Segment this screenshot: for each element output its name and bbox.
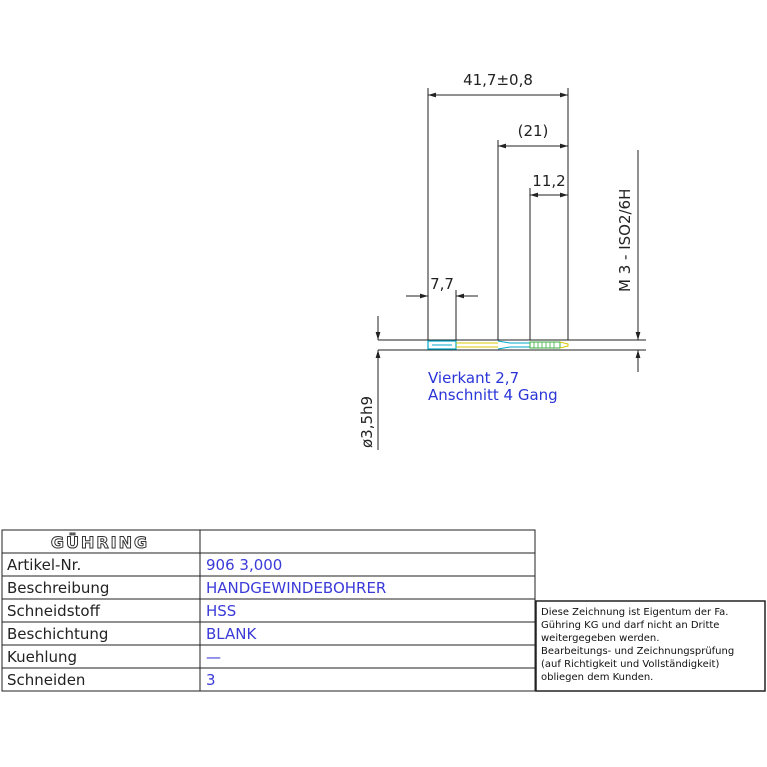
chamfer-note: Anschnitt 4 Gang — [428, 386, 558, 404]
row-label-cooling: Kuehlung — [7, 648, 78, 666]
row-value-article: 906 3,000 — [206, 556, 283, 574]
row-value-coating: BLANK — [206, 625, 257, 643]
dimension-cutting-length — [530, 172, 568, 340]
legal-line: Diese Zeichnung ist Eigentum der Fa. — [541, 607, 729, 618]
square-note: Vierkant 2,7 — [428, 369, 520, 387]
title-block — [2, 530, 535, 691]
tool-body — [378, 340, 640, 350]
row-value-description: HANDGEWINDEBOHRER — [206, 579, 387, 597]
row-label-material: Schneidstoff — [7, 602, 100, 620]
legal-line: obliegen dem Kunden. — [541, 672, 654, 683]
dimension-thread-length — [498, 122, 568, 340]
dimension-square-length — [406, 275, 478, 340]
row-label-coating: Beschichtung — [7, 625, 109, 643]
row-label-edges: Schneiden — [7, 671, 86, 689]
thread-spec-label: M 3 - ISO2/6H — [616, 188, 634, 292]
row-value-material: HSS — [206, 602, 237, 620]
legal-notice-box — [536, 601, 765, 691]
guehring-logo: GÜHRING — [50, 533, 150, 552]
row-value-cooling: — — [206, 648, 221, 666]
dimension-shank-diameter — [358, 316, 378, 450]
row-label-article: Artikel-Nr. — [7, 556, 82, 574]
dimension-thread-spec — [568, 150, 646, 372]
row-value-edges: 3 — [206, 671, 216, 689]
legal-line: (auf Richtigkeit und Vollständigkeit) — [541, 659, 720, 670]
thread-length-label: (21) — [517, 122, 549, 140]
legal-line: Gühring KG und darf nicht an Dritte — [541, 620, 720, 631]
row-label-description: Beschreibung — [7, 579, 110, 597]
overall-length-label: 41,7±0,8 — [463, 71, 533, 89]
shank-diameter-label: ø3,5h9 — [358, 395, 376, 448]
square-length-label: 7,7 — [430, 275, 454, 293]
legal-line: Bearbeitungs- und Zeichnungsprüfung — [541, 646, 735, 657]
legal-line: weitergegeben werden. — [541, 633, 660, 644]
cutting-length-label: 11,2 — [532, 172, 566, 190]
